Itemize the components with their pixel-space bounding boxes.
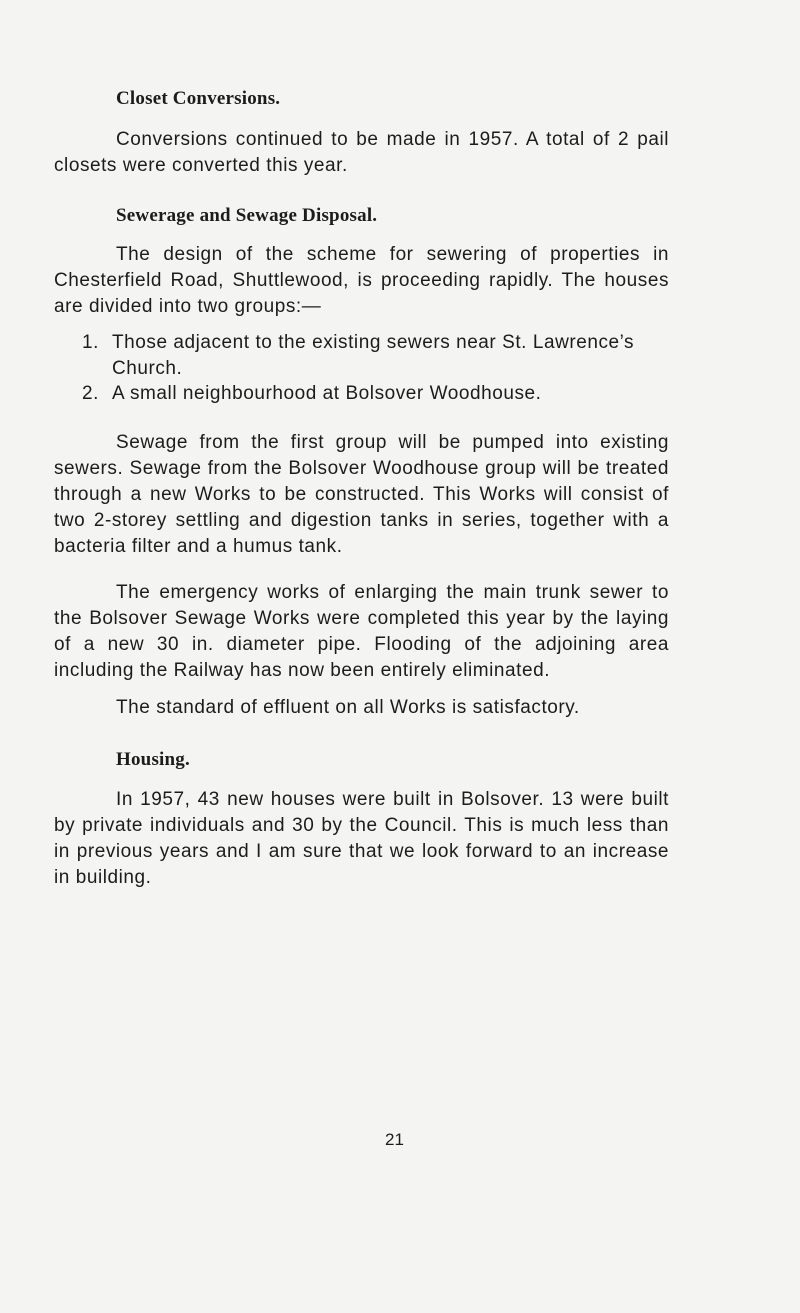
page-number: 21 <box>385 1130 404 1149</box>
list-item-text: A small neighbourhood at Bolsover Woodhouse. <box>112 383 542 404</box>
housing-paragraph: In 1957, 43 new houses were built in Bolsover. 13 were built by private individuals and 30 by the Council. This is much less than in previous years and I am sure that we look forward to an increase in building. <box>54 789 669 888</box>
closet-conversions-paragraph: Conversions continued to be made in 1957. A total of 2 pail closets were converted this year. <box>54 129 669 176</box>
list-item <box>74 330 664 382</box>
sewerage-paragraph-2: Sewage from the first group will be pumped into existing sewers. Sewage from the Bolsover Woodhouse group will be treated through a new Works to be constructed. This Works will consist of two 2-storey settling and digestion tanks in series, together with a bacteria filter and a humus tank. <box>54 432 669 557</box>
sewerage-heading: Sewerage and Sewage Disposal. <box>116 205 378 226</box>
sewerage-paragraph-4: The standard of effluent on all Works is satisfactory. <box>116 697 580 718</box>
sewerage-intro-paragraph: The design of the scheme for sewering of properties in Chesterfield Road, Shuttlewood, is proceeding rapidly. The houses are divided into two groups:— <box>54 244 669 317</box>
list-item-text: Those adjacent to the existing sewers near St. Lawrence’s Church. <box>112 332 635 379</box>
list-item <box>74 381 664 407</box>
sewerage-paragraph-3: The emergency works of enlarging the main trunk sewer to the Bolsover Sewage Works were completed this year by the laying of a new 30 in. diameter pipe. Flooding of the adjoining area including the Railway has now been entirely eliminated. <box>54 582 669 681</box>
closet-conversions-heading: Closet Conversions. <box>116 88 281 109</box>
list-item-number: 1. <box>82 332 99 353</box>
list-item-number: 2. <box>82 383 99 404</box>
housing-heading: Housing. <box>116 749 190 770</box>
